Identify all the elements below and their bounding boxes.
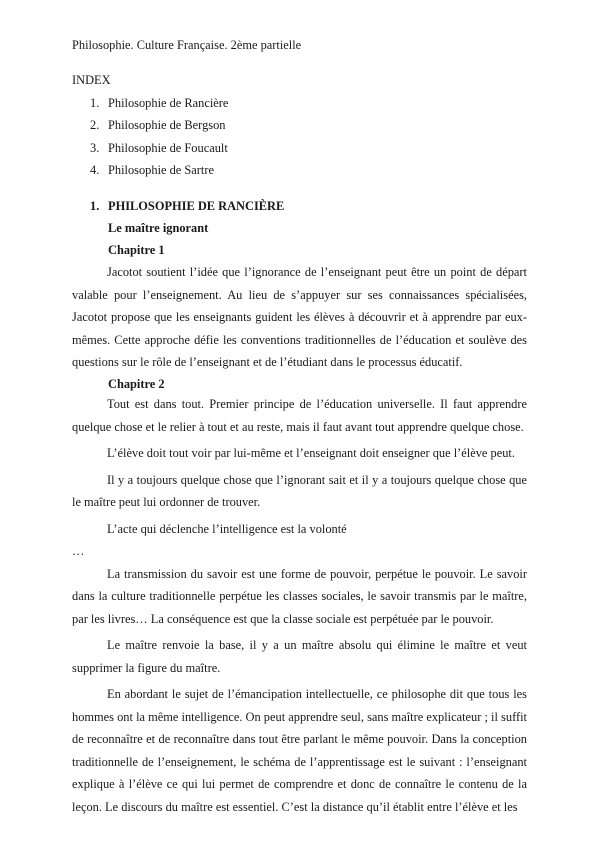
chapter-2-body [72,393,527,818]
paragraph: En abordant le sujet de l’émancipation intellectuelle, ce philosophe dit que tous les hommes ont la même intelligence. On peut apprendre seul, sans maître explicateur ; il suffit de reconnaître et de reconnaître dans tout être parlant le même pouvoir. Dans la conception traditionnelle de l’enseignement, le schéma de l’apprentissage est le suivant : l’enseignant explique à l’élève ce qui lui permet de comprendre et donc de connaître le contenu de la leçon. Le discours du maître est essentiel. C’est la distance qu’il établit entre l’élève et les [72,687,527,814]
index-item-number: 2. [90,118,100,133]
section-title: PHILOSOPHIE DE RANCIÈRE [108,199,285,213]
index-title: INDEX [72,73,111,87]
page-header: Philosophie. Culture Française. 2ème partielle [72,38,302,52]
chapter-1-body [72,261,527,374]
chapter-2-title: Chapitre 2 [108,377,165,391]
index-item-number: 3. [90,140,100,155]
paragraph: La transmission du savoir est une forme de pouvoir, perpétue le pouvoir. Le savoir dans la culture traditionnelle perpétue les classes sociales, le savoir transmis par le maître, par les livres… La conséquence est que la classe sociale est perpétuée par le pouvoir. [72,566,527,626]
paragraph: L’élève doit tout voir par lui-même et l’enseignant doit enseigner que l’élève peut. [107,446,515,460]
ellipsis: … [72,544,85,558]
index-item-label: Philosophie de Bergson [108,118,226,133]
index-item-label: Philosophie de Rancière [108,96,229,110]
paragraph: Tout est dans tout. Premier principe de l’éducation universelle. Il faut apprendre quelque chose et le relier à tout et au reste, mais il faut avant tout apprendre quelque chose. [72,397,527,434]
index-item-number: 4. [90,162,100,177]
index-item-label: Philosophie de Sartre [108,162,214,177]
section-subtitle: Le maître ignorant [108,221,209,235]
chapter-1-title: Chapitre 1 [108,243,165,257]
index-item-number: 1. [90,96,100,110]
paragraph: Le maître renvoie la base, il y a un maître absolu qui élimine le maître et veut supprimer la figure du maître. [72,638,527,675]
paragraph: L’acte qui déclenche l’intelligence est la volonté [107,521,347,536]
index-item-label: Philosophie de Foucault [108,140,228,155]
paragraph: Jacotot soutient l’idée que l’ignorance de l’enseignant peut être un point de départ valable pour l’enseignement. Au lieu de s’appuyer sur ses connaissances spécialisées, Jacotot propose que les enseignants guident les élèves à découvrir et à apprendre par eux-mêmes. Cette approche défie les conventions traditionnelles de l’éducation et soulève des questions sur le rôle de l’enseignant et de l’étudiant dans le processus éducatif. [72,265,527,369]
paragraph: Il y a toujours quelque chose que l’ignorant sait et il y a toujours quelque chose que le maître peut lui ordonner de trouver. [72,472,527,509]
section-number: 1. [90,199,100,213]
